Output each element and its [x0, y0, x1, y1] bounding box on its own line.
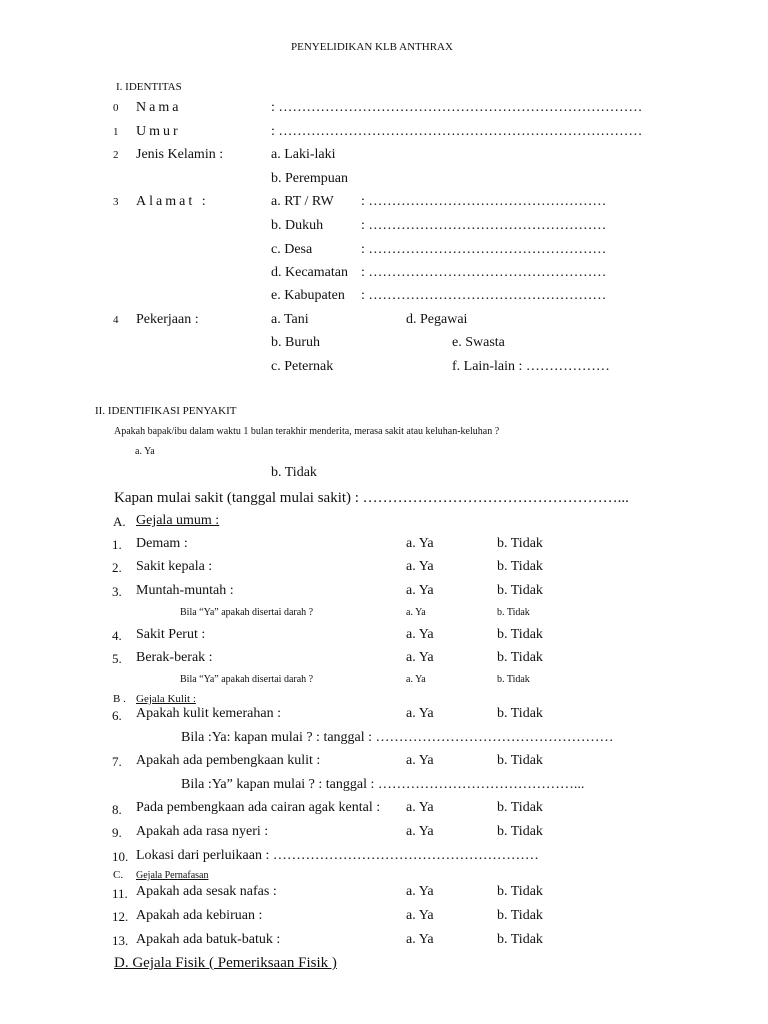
item-label-batuk: Apakah ada batuk-batuk :: [136, 932, 281, 947]
item-number: 4.: [112, 628, 122, 643]
alamat-kabupaten-label: e. Kabupaten: [271, 288, 345, 303]
section-c-letter: C.: [113, 869, 124, 881]
alamat-label: Alamat :: [136, 194, 209, 209]
option-tidak[interactable]: b. Tidak: [497, 824, 543, 839]
item-label-sakit-kepala: Sakit kepala :: [136, 559, 213, 574]
kulit-kemerahan-tanggal-field[interactable]: Bila :Ya: kapan mulai ? : tanggal : ……………………………………………: [181, 730, 614, 745]
option-ya[interactable]: a. Ya: [406, 824, 434, 839]
option-ya[interactable]: a. Ya: [406, 800, 434, 815]
option-swasta[interactable]: e. Swasta: [452, 335, 505, 350]
nama-label: Nama: [136, 100, 182, 115]
option-tidak[interactable]: b. Tidak: [497, 706, 543, 721]
alamat-kecamatan-field[interactable]: : ……………………………………………: [361, 265, 607, 280]
alamat-dukuh-label: b. Dukuh: [271, 218, 324, 233]
item-number: 6.: [112, 708, 122, 723]
nama-number: 0: [113, 102, 119, 114]
option-tidak[interactable]: b. Tidak: [497, 908, 543, 923]
option-tidak[interactable]: b. Tidak: [497, 607, 530, 618]
option-ya[interactable]: a. Ya: [406, 932, 434, 947]
option-ya[interactable]: a. Ya: [406, 650, 434, 665]
option-ya[interactable]: a. Ya: [406, 753, 434, 768]
option-tani[interactable]: a. Tani: [271, 312, 309, 327]
screening-question: Apakah bapak/ibu dalam waktu 1 bulan terakhir menderita, merasa sakit atau keluhan-keluhan ?: [114, 426, 500, 437]
section-b-letter: B .: [113, 693, 126, 705]
section-d-title: D. Gejala Fisik ( Pemeriksaan Fisik ): [114, 955, 337, 971]
screening-answer-tidak[interactable]: b. Tidak: [271, 465, 317, 480]
page-title: PENYELIDIKAN KLB ANTHRAX: [291, 41, 453, 53]
item-label-rasa-nyeri: Apakah ada rasa nyeri :: [136, 824, 269, 839]
section-c-title: Gejala Pernafasan: [136, 870, 209, 881]
item-label-demam: Demam :: [136, 536, 188, 551]
alamat-dukuh-field[interactable]: : ……………………………………………: [361, 218, 607, 233]
alamat-desa-field[interactable]: : ……………………………………………: [361, 242, 607, 257]
option-tidak[interactable]: b. Tidak: [497, 674, 530, 685]
item-number: 3.: [112, 584, 122, 599]
option-ya[interactable]: a. Ya: [406, 536, 434, 551]
item-label-berak: Berak-berak :: [136, 650, 213, 665]
umur-field[interactable]: : ……………………………………………………………………: [271, 124, 643, 139]
nama-field[interactable]: : ……………………………………………………………………: [271, 100, 643, 115]
umur-number: 1: [113, 126, 119, 138]
pekerjaan-number: 4: [113, 314, 119, 326]
screening-answer-ya[interactable]: a. Ya: [135, 446, 155, 457]
pekerjaan-label: Pekerjaan :: [136, 312, 199, 327]
option-ya[interactable]: a. Ya: [406, 674, 426, 685]
section-identifikasi-heading: II. IDENTIFIKASI PENYAKIT: [95, 405, 237, 417]
item-label-kulit-kemerahan: Apakah kulit kemerahan :: [136, 706, 282, 721]
option-tidak[interactable]: b. Tidak: [497, 753, 543, 768]
option-lain-lain[interactable]: f. Lain-lain : ………………: [452, 359, 610, 374]
option-tidak[interactable]: b. Tidak: [497, 800, 543, 815]
option-ya[interactable]: a. Ya: [406, 607, 426, 618]
option-ya[interactable]: a. Ya: [406, 706, 434, 721]
item-number: 5.: [112, 651, 122, 666]
item-label-muntah: Muntah-muntah :: [136, 583, 234, 598]
option-tidak[interactable]: b. Tidak: [497, 583, 543, 598]
option-ya[interactable]: a. Ya: [406, 559, 434, 574]
kapan-mulai-sakit-field[interactable]: Kapan mulai sakit (tanggal mulai sakit) : ……………………………………………...: [114, 490, 629, 506]
item-label-cairan-kental: Pada pembengkaan ada cairan agak kental :: [136, 800, 381, 815]
umur-label: Umur: [136, 124, 181, 139]
option-tidak[interactable]: b. Tidak: [497, 650, 543, 665]
option-ya[interactable]: a. Ya: [406, 884, 434, 899]
lokasi-perluikaan-field[interactable]: Lokasi dari perluikaan : …………………………………………………: [136, 848, 539, 863]
pembengkaan-tanggal-field[interactable]: Bila :Ya” kapan mulai ? : tanggal : ……………………………………...: [181, 777, 585, 792]
option-peternak[interactable]: c. Peternak: [271, 359, 334, 374]
item-label-kebiruan: Apakah ada kebiruan :: [136, 908, 263, 923]
option-tidak[interactable]: b. Tidak: [497, 559, 543, 574]
alamat-desa-label: c. Desa: [271, 242, 313, 257]
item-label-sesak-nafas: Apakah ada sesak nafas :: [136, 884, 277, 899]
jenis-kelamin-number: 2: [113, 149, 119, 161]
section-a-title: Gejala umum :: [136, 513, 220, 528]
jenis-kelamin-label: Jenis Kelamin :: [136, 147, 224, 162]
alamat-rt-rw-label: a. RT / RW: [271, 194, 334, 209]
option-tidak[interactable]: b. Tidak: [497, 536, 543, 551]
alamat-number: 3: [113, 196, 119, 208]
sub-question-darah: Bila “Ya” apakah disertai darah ?: [180, 607, 314, 618]
item-number: 8.: [112, 802, 122, 817]
option-pegawai[interactable]: d. Pegawai: [406, 312, 468, 327]
option-ya[interactable]: a. Ya: [406, 908, 434, 923]
item-number: 12.: [112, 909, 129, 924]
item-number: 9.: [112, 825, 122, 840]
option-ya[interactable]: a. Ya: [406, 627, 434, 642]
item-number: 10.: [112, 849, 129, 864]
section-b-title: Gejala Kulit :: [136, 693, 196, 705]
section-identitas-heading: I. IDENTITAS: [116, 81, 182, 93]
alamat-kecamatan-label: d. Kecamatan: [271, 265, 348, 280]
alamat-kabupaten-field[interactable]: : ……………………………………………: [361, 288, 607, 303]
item-number: 1.: [112, 537, 122, 552]
item-number: 7.: [112, 754, 122, 769]
option-tidak[interactable]: b. Tidak: [497, 932, 543, 947]
option-perempuan[interactable]: b. Perempuan: [271, 171, 348, 186]
sub-question-darah: Bila “Ya” apakah disertai darah ?: [180, 674, 314, 685]
alamat-rt-rw-field[interactable]: : ……………………………………………: [361, 194, 607, 209]
item-number: 13.: [112, 933, 129, 948]
section-a-letter: A.: [113, 514, 126, 529]
option-buruh[interactable]: b. Buruh: [271, 335, 320, 350]
option-tidak[interactable]: b. Tidak: [497, 627, 543, 642]
option-tidak[interactable]: b. Tidak: [497, 884, 543, 899]
option-laki-laki[interactable]: a. Laki-laki: [271, 147, 336, 162]
option-ya[interactable]: a. Ya: [406, 583, 434, 598]
item-label-pembengkaan-kulit: Apakah ada pembengkaan kulit :: [136, 753, 321, 768]
item-number: 2.: [112, 560, 122, 575]
item-label-sakit-perut: Sakit Perut :: [136, 627, 206, 642]
item-number: 11.: [112, 886, 128, 901]
